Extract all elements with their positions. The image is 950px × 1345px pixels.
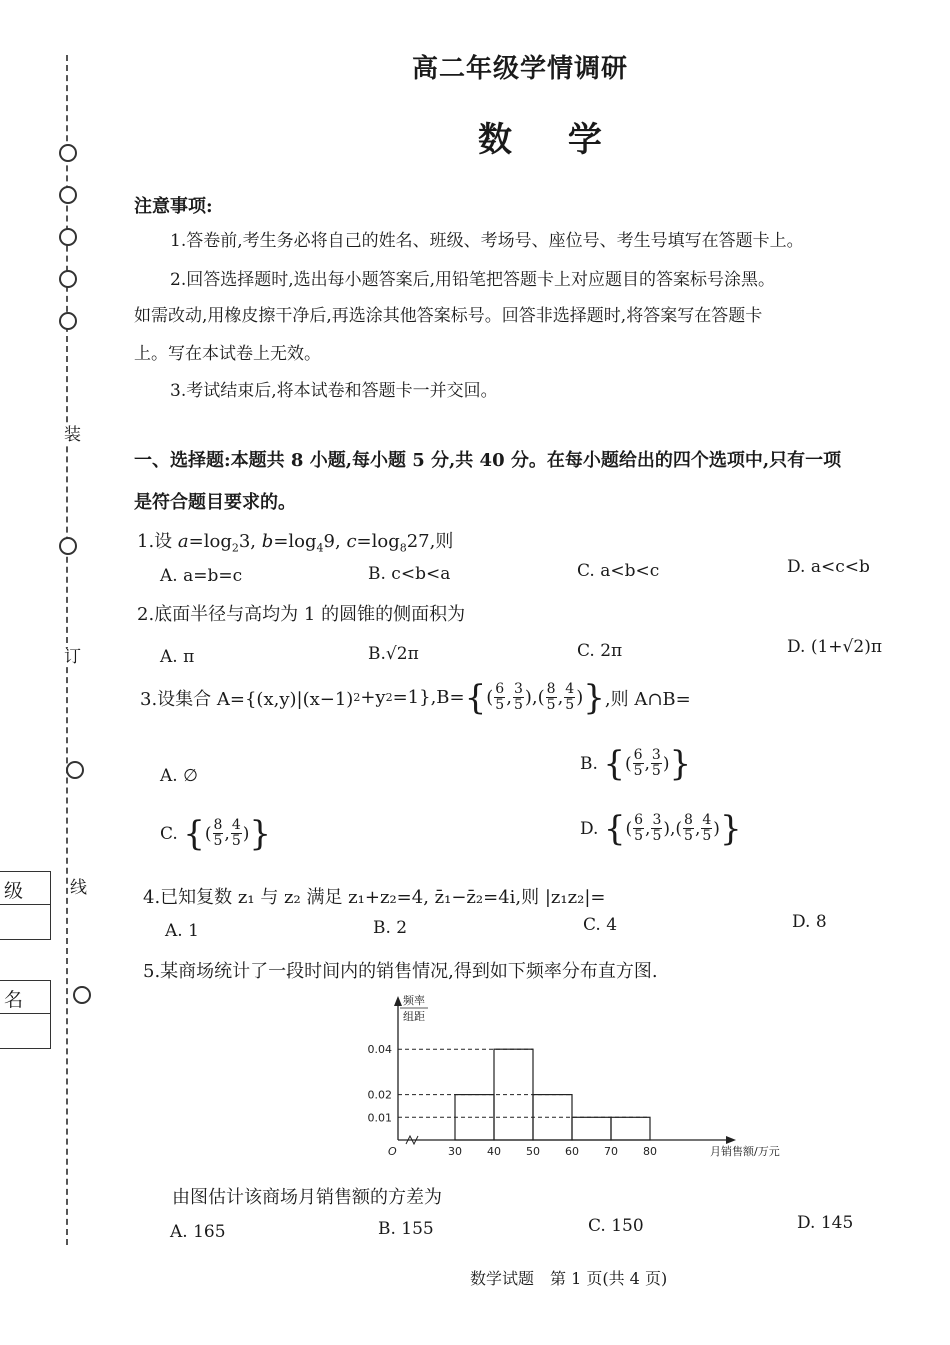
binding-char-zhuang: 装 [64,425,81,445]
binding-hole [59,186,77,204]
axis-break-mark [406,1136,418,1144]
q3-option-c: C. { ( $\frac{8}{5}$ , $\frac{4}{5}$ ) } [160,813,272,854]
q1-option-b: B. c<b<a [368,564,451,584]
class-blank [0,904,50,939]
x-tick-label: 30 [448,1145,462,1158]
notice-item-2-cont: 如需改动,用橡皮擦干净后,再选涂其他答案标号。回答非选择题时,将答案写在答题卡 [134,306,763,326]
x-axis-arrow [726,1136,736,1144]
binding-hole [73,986,91,1004]
question-1-stem: 1.设 $a=\log_23$, $b=\log_49$, $c=\log_827$,则 [137,531,454,555]
q2-option-c: C. 2π [577,641,623,661]
q3-option-a: A. ∅ [160,766,198,786]
notice-item-1: 1.答卷前,考生务必将自己的姓名、班级、考场号、座位号、考生号填写在答题卡上。 [170,231,804,251]
subject-title: 数 学 [478,120,624,160]
x-axis-label: 月销售额/万元 [710,1145,780,1158]
q3-option-b: B. { ( $\frac{6}{5}$ , $\frac{3}{5}$ ) } [580,743,692,784]
question-3-stem: 3.设集合 A={(x,y)|(x−1) 2 +y 2 =1},B= { ( $\frac{6}{5}$ , $\frac{3}{5}$ ),( $\frac{8}{5}$ , $\frac{4}{5}$ ) } ,则 A∩B= [140,677,691,718]
binding-hole [59,144,77,162]
question-5-prompt: 由图估计该商场月销售额的方差为 [172,1187,442,1208]
question-2-stem: 2.底面半径与高均为 1 的圆锥的侧面积为 [137,604,466,625]
binding-char-ding: 订 [64,647,81,667]
histogram-bar [572,1117,611,1140]
q1-option-a: A. a=b=c [160,566,243,586]
notice-item-3: 3.考试结束后,将本试卷和答题卡一并交回。 [170,381,498,401]
q3-option-d: D. { ( $\frac{6}{5}$ , $\frac{3}{5}$ ),( $\frac{8}{5}$ , $\frac{4}{5}$ ) } [580,808,742,849]
binding-hole [59,270,77,288]
section-heading-cont: 是符合题目要求的。 [134,492,296,513]
name-label: 名 [4,989,24,1011]
x-tick-label: 40 [487,1145,501,1158]
q1-option-d: D. a<c<b [787,557,870,577]
y-axis-arrow [394,996,402,1006]
binding-hole [59,312,77,330]
notice-item-2-end: 上。写在本试卷上无效。 [134,344,321,364]
exam-title: 高二年级学情调研 [412,54,629,84]
frequency-histogram [350,990,780,1170]
q2-option-d: D. (1+√2)π [787,637,882,657]
name-field [0,980,51,1049]
q5-option-d: D. 145 [797,1213,854,1233]
binding-char-xian: 线 [70,878,87,898]
q2-option-a: A. π [160,647,195,667]
q4-option-d: D. 8 [792,912,827,932]
question-5-stem: 5.某商场统计了一段时间内的销售情况,得到如下频率分布直方图. [143,961,658,982]
notice-heading: 注意事项: [134,196,213,217]
binding-hole [59,537,77,555]
histogram-bar [455,1095,494,1140]
y-tick-label: 0.02 [367,1088,392,1102]
page-footer: 数学试题 第 1 页(共 4 页) [470,1269,668,1288]
class-label: 级 [4,880,24,902]
y-tick-label: 0.04 [367,1043,392,1057]
q4-option-b: B. 2 [373,918,408,938]
y-tick-label: 0.01 [367,1111,392,1125]
binding-hole [59,228,77,246]
y-axis-label-bottom: 组距 [403,1010,425,1023]
q4-option-c: C. 4 [583,915,618,935]
x-tick-label: 80 [643,1145,657,1158]
q5-option-c: C. 150 [588,1216,644,1236]
q4-option-a: A. 1 [165,921,199,941]
binding-hole [66,761,84,779]
y-axis-label-top: 频率 [403,994,425,1007]
q5-option-a: A. 165 [170,1222,226,1242]
section-heading: 一、选择题:本题共 8 小题,每小题 5 分,共 40 分。在每小题给出的四个选项中,只有一项 [134,450,842,471]
x-tick-label: 70 [604,1145,618,1158]
histogram-bar [611,1117,650,1140]
x-tick-label: 60 [565,1145,579,1158]
origin-label: O [388,1145,397,1158]
q5-option-b: B. 155 [378,1219,434,1239]
q2-option-b: B.√2π [368,644,419,664]
question-4-stem: 4.已知复数 z₁ 与 z₂ 满足 z₁+z₂=4, z̄₁−z̄₂=4i,则 |z₁z₂|= [143,887,606,908]
class-field [0,871,51,940]
x-tick-label: 50 [526,1145,540,1158]
name-blank [0,1013,50,1048]
notice-item-2: 2.回答选择题时,选出每小题答案后,用铅笔把答题卡上对应题目的答案标号涂黑。 [170,270,776,290]
q1-option-c: C. a<b<c [577,561,660,581]
